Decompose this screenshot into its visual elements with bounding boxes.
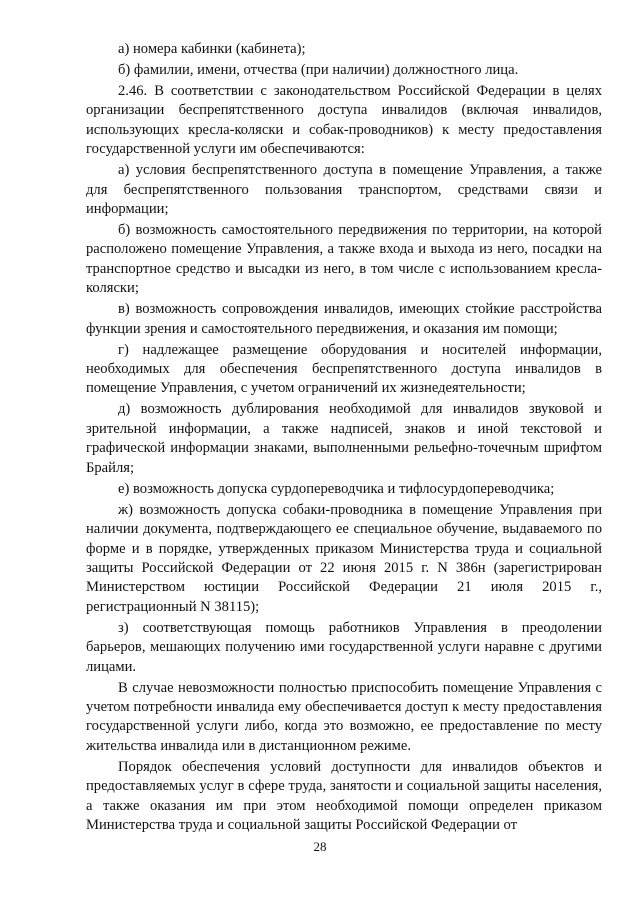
paragraph-item-a-cabin: а) номера кабинки (кабинета); bbox=[118, 41, 306, 57]
page-number: 28 bbox=[313, 839, 327, 854]
paragraph-item-z-assistance: з) соответствующая помощь работников Управления в преодолении барьеров, мешающих получению ими государственной услуги наравне с другими лицами. bbox=[86, 619, 602, 675]
document-body bbox=[86, 40, 602, 837]
paragraph-item-d-duplication: д) возможность дублирования необходимой для инвалидов звуковой и зрительной информации, а также надписей, знаков и иной текстовой и графической информации знаками, выполненными рельефно-точечным шрифтом Брайля; bbox=[86, 401, 602, 476]
paragraph-item-v-escort: в) возможность сопровождения инвалидов, имеющих стойкие расстройства функции зрения и самостоятельного передвижения, и оказания им помощи; bbox=[86, 301, 602, 337]
paragraph-accessibility-procedure: Порядок обеспечения условий доступности для инвалидов объектов и предоставляемых услуг в сфере труда, занятости и социальной защиты населения, а также оказания им при этом необходимой помощи определен приказом Министерства труда и социальной защиты Российской Федерации от bbox=[86, 758, 602, 833]
paragraph-item-a-access: а) условия беспрепятственного доступа в помещение Управления, а также для беспрепятственного пользования транспортом, средствами связи и информации; bbox=[86, 162, 602, 218]
paragraph-impossibility-case: В случае невозможности полностью приспособить помещение Управления с учетом потребности инвалида ему обеспечивается доступ к месту предоставления государственной услуги либо, когда это возможно, ее предоставление по месту жительства инвалида или в дистанционном режиме. bbox=[86, 679, 602, 754]
paragraph-2-46: 2.46. В соответствии с законодательством Российской Федерации в целях организации беспрепятственного доступа инвалидов (включая инвалидов, использующих кресла-коляски и собак-проводников) к месту предоставления государственной услуги им обеспечиваются: bbox=[86, 83, 602, 158]
paragraph-item-b-movement: б) возможность самостоятельного передвижения по территории, на которой расположено помещение Управления, а также входа и выхода из него, посадки на транспортное средство и высадки из него, в том числе с использованием кресла-коляски; bbox=[86, 222, 602, 297]
paragraph-item-b-official-name: б) фамилии, имени, отчества (при наличии) должностного лица. bbox=[118, 62, 519, 78]
paragraph-item-g-equipment: г) надлежащее размещение оборудования и носителей информации, необходимых для обеспечения беспрепятственного доступа инвалидов в помещение Управления, с учетом ограничений их жизнедеятельности; bbox=[86, 341, 602, 397]
paragraph-item-zh-guide-dog: ж) возможность допуска собаки-проводника в помещение Управления при наличии документа, подтверждающего ее специальное обучение, выдаваемого по форме и в порядке, утвержденных приказом Министерства труда и социальной защиты Российской Федерации от 22 июня 2015 г. N 386н (зарегистрирован Министерством юстиции Российской Федерации 21 июля 2015 г., регистрационный N 38115); bbox=[86, 501, 602, 615]
paragraph-item-e-interpreter: е) возможность допуска сурдопереводчика и тифлосурдопереводчика; bbox=[118, 480, 555, 497]
